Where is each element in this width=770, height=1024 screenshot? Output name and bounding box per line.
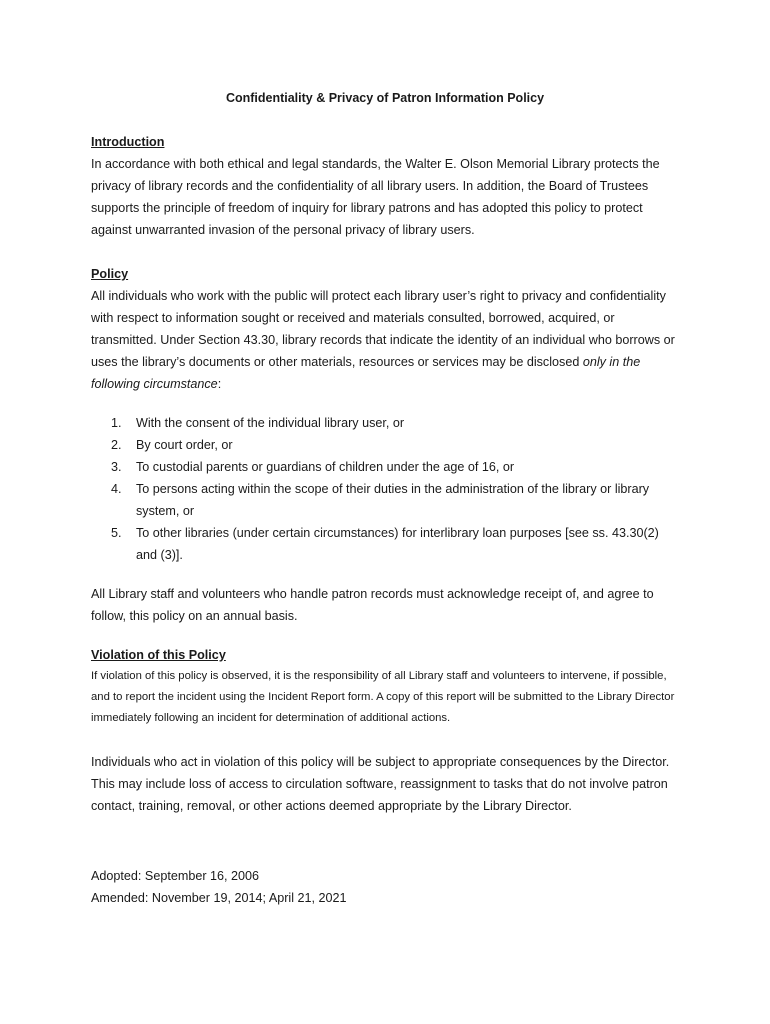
policy-heading: Policy [91, 267, 129, 281]
policy-text-before: All individuals who work with the public will protect each library user’s right to privacy and confidentiality with respect to information sought or received and materials consulted, borrowed, acquired, or transmitted. Under Section 43.30, library records that indicate the identity of an individual who borrows or uses the library’s documents or other materials, resources or services may be disclosed [91, 289, 675, 369]
spacer [91, 241, 683, 263]
spacer [91, 729, 683, 751]
document-title: Confidentiality & Privacy of Patron Information Policy [225, 91, 545, 105]
list-item-number: 4. [111, 482, 122, 496]
adopted-date: Adopted: September 16, 2006 [91, 869, 260, 883]
policy-closing: All Library staff and volunteers who handle patron records must acknowledge receipt of, and agree to follow, this policy on an annual basis. [91, 587, 654, 623]
list-item [91, 478, 683, 522]
introduction-heading: Introduction [91, 135, 165, 149]
list-item-number: 3. [111, 460, 122, 474]
list-item-text: To other libraries (under certain circumstances) for interlibrary loan purposes [see ss. 43.30(2) and (3)]. [136, 526, 659, 562]
list-item-number: 5. [111, 526, 122, 540]
violation-heading: Violation of this Policy [91, 648, 226, 662]
introduction-text: In accordance with both ethical and legal standards, the Walter E. Olson Memorial Library protects the privacy of library records and the confidentiality of all library users. In addition, the Board of Trustees supports the principle of freedom of inquiry for library patrons and has adopted this policy to protect against unwarranted invasion of the personal privacy of library users. [91, 157, 660, 237]
list-item-text: To persons acting within the scope of their duties in the administration of the library or library system, or [136, 482, 650, 518]
spacer [91, 395, 683, 412]
policy-text-after: : [217, 377, 222, 391]
policy-text-emphasis: only in the following circumstance [91, 355, 641, 391]
policy-text [91, 285, 683, 395]
violation-text-1: If violation of this policy is observed, it is the responsibility of all Library staff and volunteers to intervene, if possible, and to report the incident using the Incident Report form. A copy of this report will be submitted to the Library Director immediately following an incident for determination of additional actions. [91, 670, 675, 724]
amended-dates: Amended: November 19, 2014; April 21, 2021 [91, 891, 347, 905]
list-item-text: By court order, or [136, 438, 233, 452]
spacer [91, 566, 683, 583]
list-item-number: 1. [111, 416, 122, 430]
list-item [91, 522, 683, 566]
list-item [91, 456, 683, 478]
list-item-text: With the consent of the individual library user, or [136, 416, 405, 430]
document-body [91, 131, 683, 909]
spacer [91, 817, 683, 865]
spacer [91, 627, 683, 644]
disclosure-list [91, 412, 683, 566]
list-item [91, 434, 683, 456]
list-item-number: 2. [111, 438, 122, 452]
list-item [91, 412, 683, 434]
list-item-text: To custodial parents or guardians of children under the age of 16, or [136, 460, 515, 474]
violation-text-2: Individuals who act in violation of this policy will be subject to appropriate consequences by the Director. This may include loss of access to circulation software, reassignment to tasks that do not involve patron contact, training, removal, or other actions deemed appropriate by the Library Director. [91, 755, 670, 813]
